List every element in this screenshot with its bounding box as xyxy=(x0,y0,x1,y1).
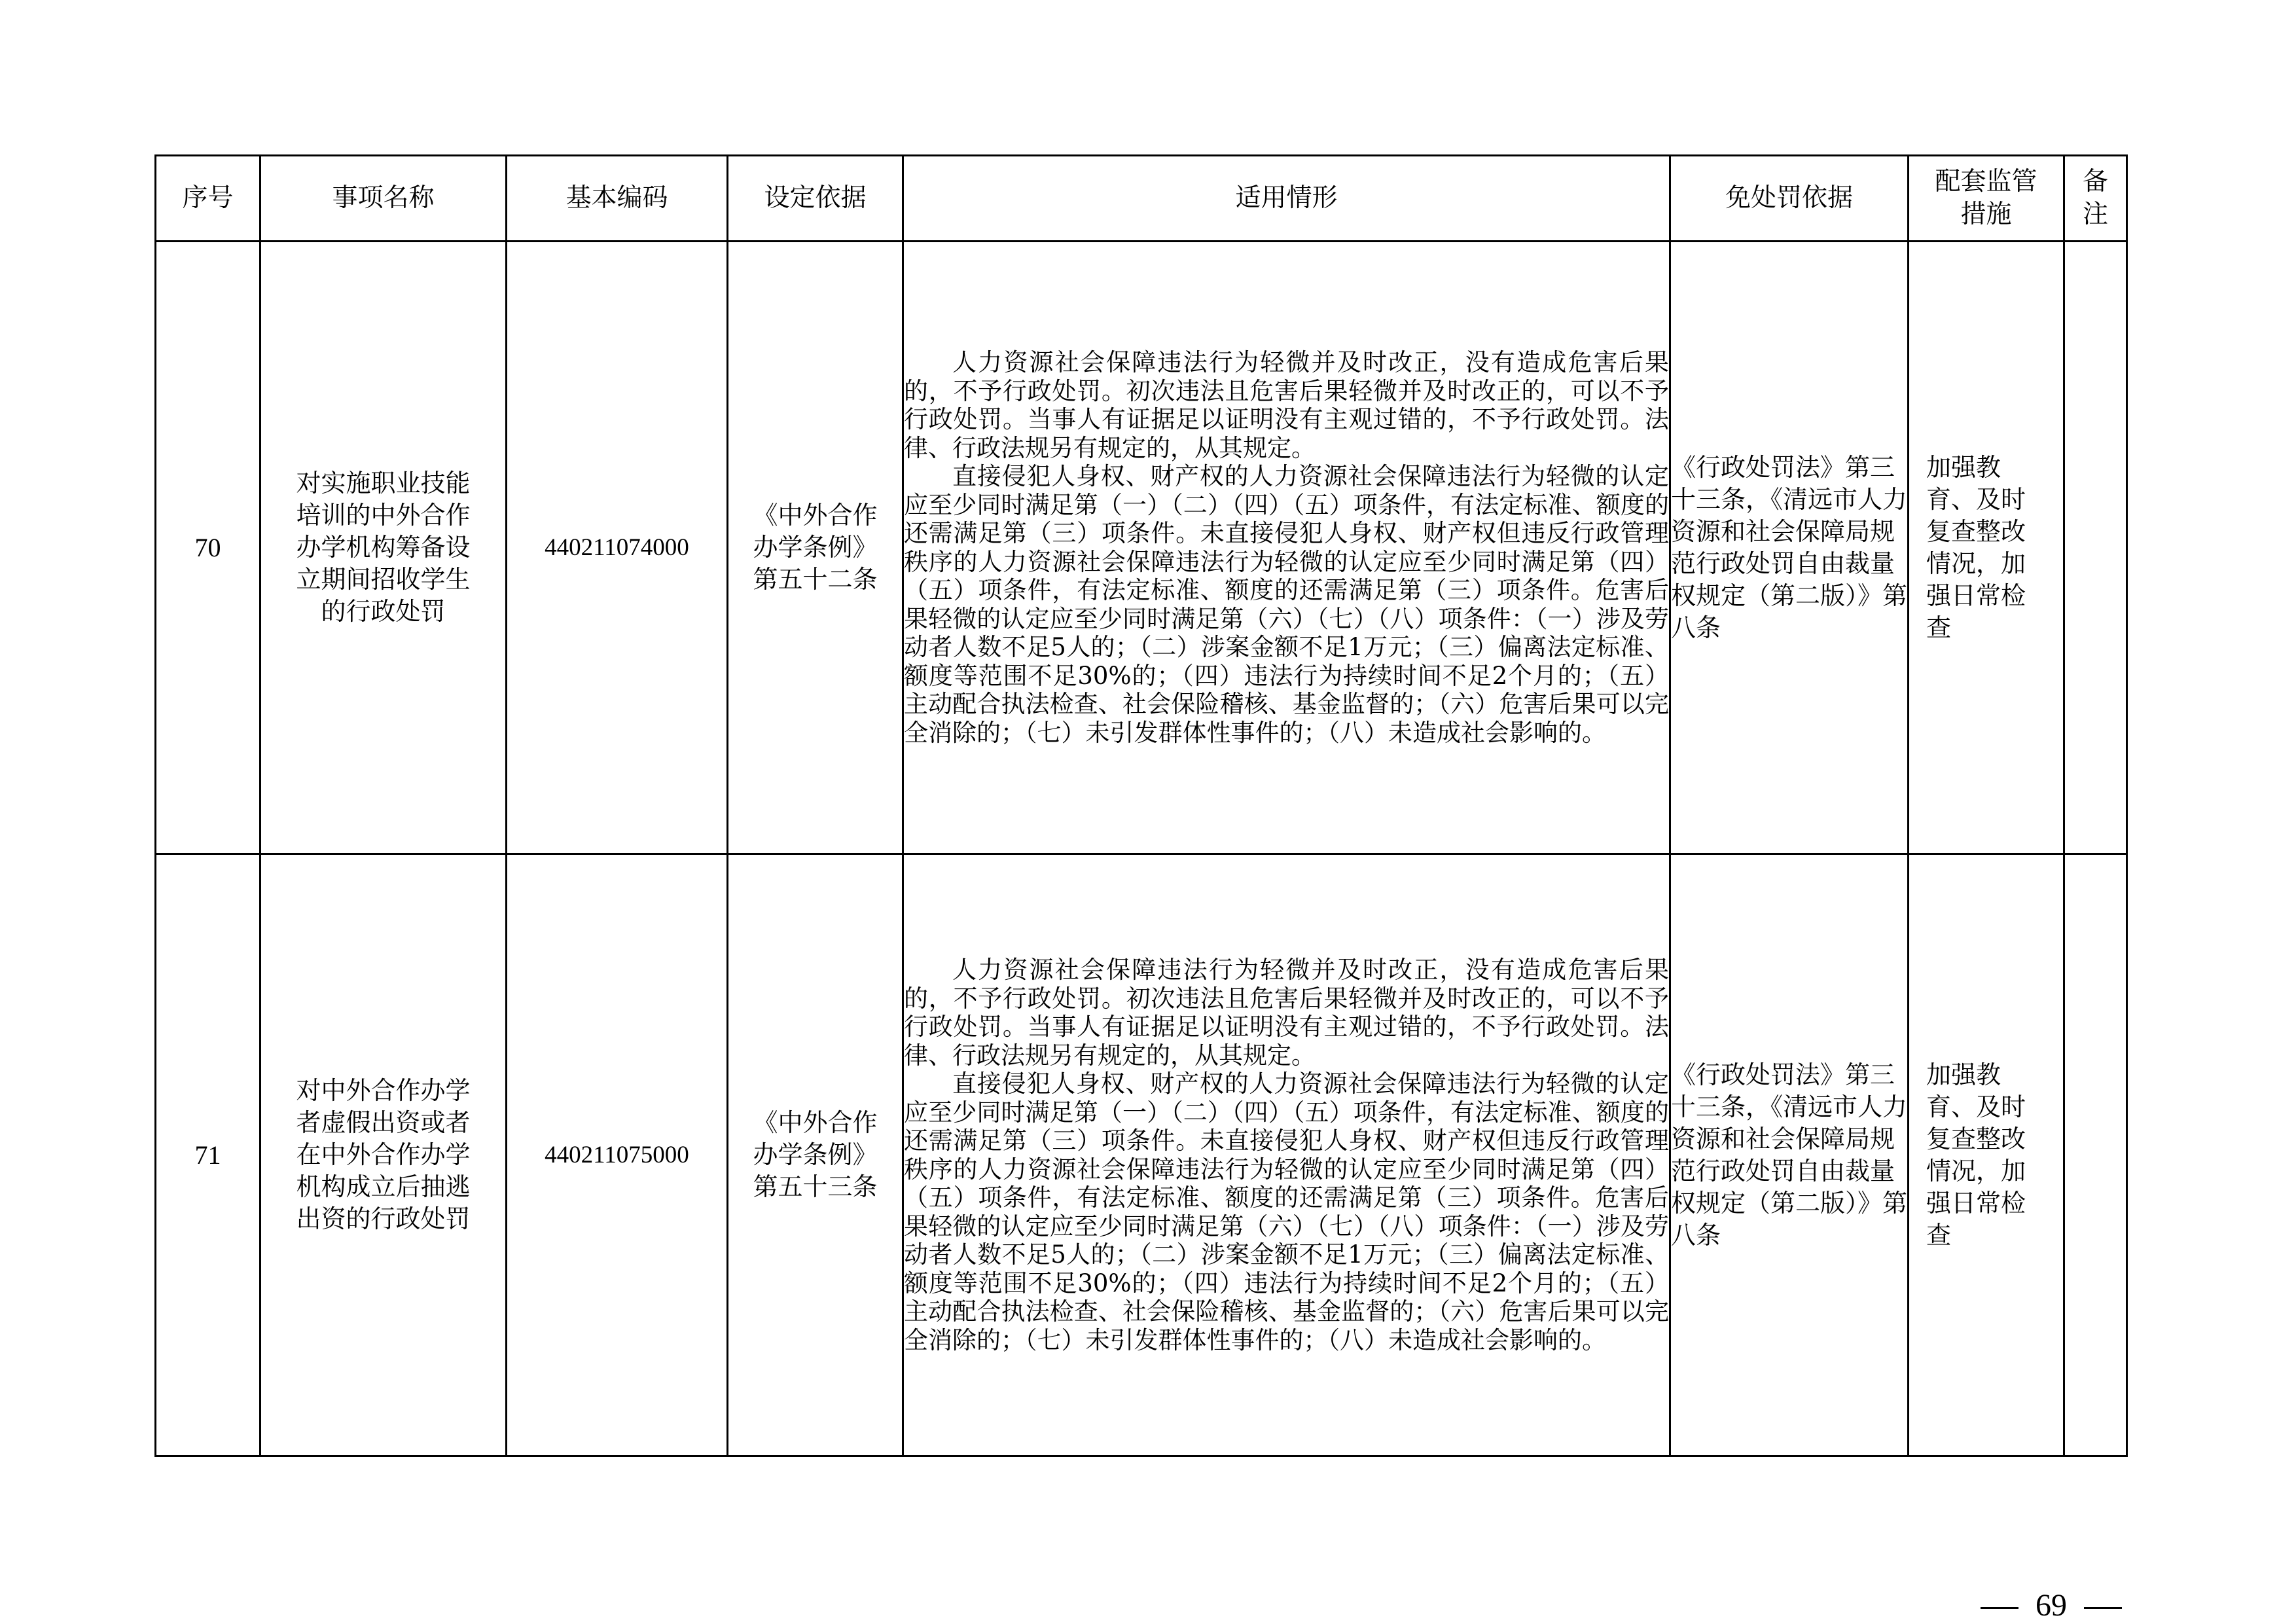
regulation-table xyxy=(154,154,2128,1457)
table-row xyxy=(156,242,2127,854)
header-remarks: 备注 xyxy=(2064,156,2127,242)
header-exempt: 免处罚依据 xyxy=(1670,156,1909,242)
table-row xyxy=(156,854,2127,1456)
page-number-right-dash xyxy=(2084,1607,2122,1609)
row-basis: 《中外合作办学条例》第五十二条 xyxy=(728,242,903,854)
row-basis: 《中外合作办学条例》第五十三条 xyxy=(728,854,903,1456)
header-name: 事项名称 xyxy=(260,156,507,242)
situation-paragraph-1: 人力资源社会保障违法行为轻微并及时改正，没有造成危害后果的，不予行政处罚。初次违法且危害后果轻微并及时改正的，可以不予行政处罚。当事人有证据足以证明没有主观过错的，不予行政处罚。法律、行政法规另有规定的，从其规定。 xyxy=(904,956,1669,1070)
row-measures: 加强教育、及时复查整改情况，加强日常检查 xyxy=(1909,242,2064,854)
row-exempt-basis: 《行政处罚法》第三十三条，《清远市人力资源和社会保障局规范行政处罚自由裁量权规定（第二版）》第八条 xyxy=(1670,242,1909,854)
row-item-name: 对实施职业技能培训的中外合作办学机构筹备设立期间招收学生的行政处罚 xyxy=(260,242,507,854)
page-number xyxy=(1964,1587,2139,1624)
page-number-left-dash xyxy=(1981,1607,2018,1609)
row-code: 440211075000 xyxy=(507,854,728,1456)
row-situation xyxy=(903,854,1670,1456)
row-item-name: 对中外合作办学者虚假出资或者在中外合作办学机构成立后抽逃出资的行政处罚 xyxy=(260,854,507,1456)
table-header-row xyxy=(156,156,2127,242)
row-remarks xyxy=(2064,242,2127,854)
situation-paragraph-1: 人力资源社会保障违法行为轻微并及时改正，没有造成危害后果的，不予行政处罚。初次违法且危害后果轻微并及时改正的，可以不予行政处罚。当事人有证据足以证明没有主观过错的，不予行政处罚。法律、行政法规另有规定的，从其规定。 xyxy=(904,348,1669,462)
header-measures: 配套监管措施 xyxy=(1909,156,2064,242)
row-seq: 70 xyxy=(156,242,260,854)
header-basis: 设定依据 xyxy=(728,156,903,242)
situation-paragraph-2: 直接侵犯人身权、财产权的人力资源社会保障违法行为轻微的认定应至少同时满足第（一）（二）（四）（五）项条件，有法定标准、额度的还需满足第（三）项条件。未直接侵犯人身权、财产权但违反行政管理秩序的人力资源社会保障违法行为轻微的认定应至少同时满足第（四）（五）项条件，有法定标准、额度的还需满足第（三）项条件。危害后果轻微的认定应至少同时满足第（六）（七）（八）项条件：（一）涉及劳动者人数不足5人的；（二）涉案金额不足1万元；（三）偏离法定标准、额度等范围不足30%的；（四）违法行为持续时间不足2个月的；（五）主动配合执法检查、社会保险稽核、基金监督的；（六）危害后果可以完全消除的；（七）未引发群体性事件的；（八）未造成社会影响的。 xyxy=(904,462,1669,747)
row-exempt-basis: 《行政处罚法》第三十三条，《清远市人力资源和社会保障局规范行政处罚自由裁量权规定（第二版）》第八条 xyxy=(1670,854,1909,1456)
row-measures: 加强教育、及时复查整改情况，加强日常检查 xyxy=(1909,854,2064,1456)
row-seq: 71 xyxy=(156,854,260,1456)
header-situation: 适用情形 xyxy=(903,156,1670,242)
row-code: 440211074000 xyxy=(507,242,728,854)
header-seq: 序号 xyxy=(156,156,260,242)
page-number-value: 69 xyxy=(2036,1588,2067,1623)
row-remarks xyxy=(2064,854,2127,1456)
header-code: 基本编码 xyxy=(507,156,728,242)
situation-paragraph-2: 直接侵犯人身权、财产权的人力资源社会保障违法行为轻微的认定应至少同时满足第（一）（二）（四）（五）项条件，有法定标准、额度的还需满足第（三）项条件。未直接侵犯人身权、财产权但违反行政管理秩序的人力资源社会保障违法行为轻微的认定应至少同时满足第（四）（五）项条件，有法定标准、额度的还需满足第（三）项条件。危害后果轻微的认定应至少同时满足第（六）（七）（八）项条件：（一）涉及劳动者人数不足5人的；（二）涉案金额不足1万元；（三）偏离法定标准、额度等范围不足30%的；（四）违法行为持续时间不足2个月的；（五）主动配合执法检查、社会保险稽核、基金监督的；（六）危害后果可以完全消除的；（七）未引发群体性事件的；（八）未造成社会影响的。 xyxy=(904,1070,1669,1354)
row-situation xyxy=(903,242,1670,854)
